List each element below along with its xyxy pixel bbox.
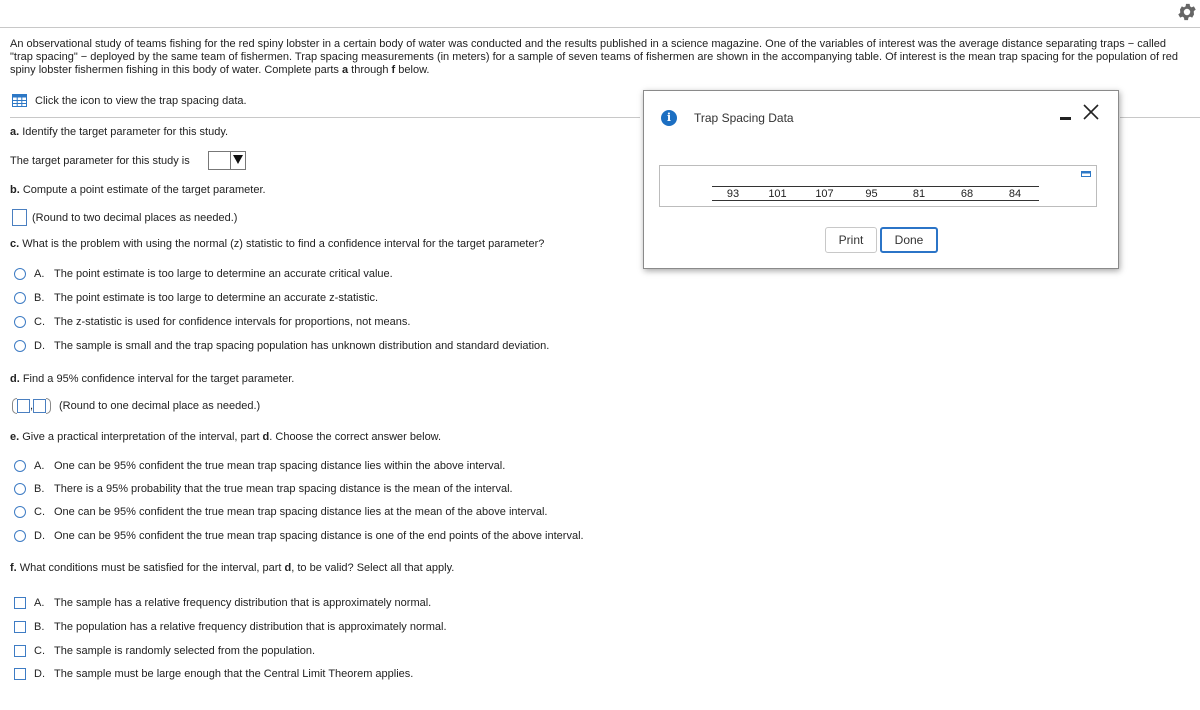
option-letter: A.	[34, 268, 45, 280]
option-text: The point estimate is too large to determine an accurate critical value.	[54, 268, 393, 280]
option-letter: D.	[34, 340, 45, 352]
close-icon[interactable]	[1080, 101, 1102, 123]
option-c-b[interactable]	[14, 292, 378, 304]
radio-button[interactable]	[14, 340, 26, 352]
option-letter: A.	[34, 460, 45, 472]
point-estimate-input[interactable]	[12, 209, 27, 226]
print-button[interactable]: Print	[825, 227, 877, 253]
table-cell: 101	[754, 187, 801, 201]
checkbox[interactable]	[14, 668, 26, 680]
minimize-icon[interactable]	[1060, 117, 1071, 120]
option-letter: C.	[34, 316, 45, 328]
dropdown-arrow-icon[interactable]	[233, 155, 243, 164]
section-divider	[10, 117, 640, 118]
option-letter: B.	[34, 621, 45, 633]
problem-statement: An observational study of teams fishing for the red spiny lobster in a certain body of water was conducted and the results published in a science magazine. One of the variables of interest was the average distance separating traps − called "trap spacing" − deployed by the same team of fishermen. Trap spacing measurements (in meters) for a sample of seven teams of fishermen are shown in the accompanying table. Of interest is the mean trap spacing for the population of red spiny lobster fishermen fishing in this body of water. Complete parts a through f below.	[10, 38, 1178, 76]
radio-button[interactable]	[14, 316, 26, 328]
part-d-hint: (Round to one decimal place as needed.)	[59, 400, 261, 412]
target-parameter-dropdown[interactable]	[208, 151, 246, 170]
radio-button[interactable]	[14, 530, 26, 542]
option-c-a[interactable]	[14, 268, 393, 280]
view-data-link[interactable]	[12, 94, 247, 107]
part-d-question: d. Find a 95% confidence interval for the target parameter.	[10, 373, 295, 385]
part-c-question: c. What is the problem with using the normal (z) statistic to find a confidence interval for the target parameter?	[10, 238, 545, 250]
radio-button[interactable]	[14, 483, 26, 495]
radio-button[interactable]	[14, 460, 26, 472]
option-text: One can be 95% confident the true mean trap spacing distance lies at the mean of the above interval.	[54, 506, 548, 518]
option-e-c[interactable]	[14, 506, 547, 518]
option-text: One can be 95% confident the true mean trap spacing distance lies within the above interval.	[54, 460, 506, 472]
table-cell: 68	[943, 187, 991, 201]
option-f-d[interactable]	[14, 668, 413, 680]
section-divider-right	[1120, 117, 1200, 118]
part-f-question: f. What conditions must be satisfied for the interval, part d, to be valid? Select all that apply.	[10, 562, 455, 574]
gear-icon[interactable]	[1176, 1, 1198, 23]
trap-spacing-dialog	[643, 90, 1119, 269]
part-b-hint: (Round to two decimal places as needed.)	[32, 212, 238, 224]
option-c-c[interactable]	[14, 316, 410, 328]
radio-button[interactable]	[14, 268, 26, 280]
option-f-a[interactable]	[14, 597, 431, 609]
table-cell: 107	[801, 187, 848, 201]
table-icon[interactable]	[12, 94, 27, 107]
header-divider	[0, 27, 1200, 28]
option-text: The point estimate is too large to determine an accurate z-statistic.	[54, 292, 379, 304]
option-text: The sample is small and the trap spacing population has unknown distribution and standard deviation.	[54, 340, 550, 352]
dropdown-separator	[230, 152, 231, 169]
option-letter: A.	[34, 597, 45, 609]
option-c-d[interactable]	[14, 340, 549, 352]
option-letter: B.	[34, 483, 45, 495]
part-a-question: a. Identify the target parameter for this study.	[10, 126, 229, 138]
copy-icon[interactable]	[1081, 171, 1091, 179]
table-row	[712, 187, 1039, 201]
ci-comma: ,	[30, 400, 34, 412]
done-button[interactable]: Done	[880, 227, 938, 253]
table-cell: 95	[848, 187, 895, 201]
option-f-b[interactable]	[14, 621, 447, 633]
table-cell: 84	[991, 187, 1039, 201]
data-table-frame	[659, 165, 1097, 207]
part-e-question: e. Give a practical interpretation of the interval, part d. Choose the correct answer below.	[10, 431, 442, 443]
option-e-b[interactable]	[14, 483, 513, 495]
table-cell: 81	[895, 187, 943, 201]
option-text: The population has a relative frequency distribution that is approximately normal.	[54, 621, 447, 633]
option-letter: C.	[34, 506, 45, 518]
option-text: The sample has a relative frequency distribution that is approximately normal.	[54, 597, 432, 609]
info-icon: i	[661, 110, 677, 126]
checkbox[interactable]	[14, 645, 26, 657]
checkbox[interactable]	[14, 621, 26, 633]
radio-button[interactable]	[14, 506, 26, 518]
option-letter: B.	[34, 292, 45, 304]
option-text: There is a 95% probability that the true mean trap spacing distance is the mean of the interval.	[54, 483, 513, 495]
checkbox[interactable]	[14, 597, 26, 609]
option-text: The sample must be large enough that the Central Limit Theorem applies.	[54, 668, 414, 680]
view-data-label: Click the icon to view the trap spacing data.	[35, 94, 247, 107]
ci-upper-input[interactable]	[33, 399, 46, 413]
ci-lower-input[interactable]	[17, 399, 30, 413]
radio-button[interactable]	[14, 292, 26, 304]
confidence-interval-input	[12, 398, 260, 414]
part-a-stem: The target parameter for this study is	[10, 155, 190, 167]
option-text: The sample is randomly selected from the population.	[54, 645, 316, 657]
option-e-d[interactable]	[14, 530, 584, 542]
option-text: One can be 95% confident the true mean trap spacing distance is one of the end points of the above interval.	[54, 530, 584, 542]
table-cell: 93	[712, 187, 754, 201]
option-e-a[interactable]	[14, 460, 505, 472]
option-text: The z-statistic is used for confidence intervals for proportions, not means.	[54, 316, 411, 328]
dialog-title: Trap Spacing Data	[694, 111, 794, 125]
right-parenthesis	[46, 398, 51, 414]
option-letter: C.	[34, 645, 45, 657]
option-f-c[interactable]	[14, 645, 315, 657]
trap-spacing-table	[712, 186, 1039, 201]
option-letter: D.	[34, 530, 45, 542]
part-b-question: b. Compute a point estimate of the target parameter.	[10, 184, 266, 196]
option-letter: D.	[34, 668, 45, 680]
